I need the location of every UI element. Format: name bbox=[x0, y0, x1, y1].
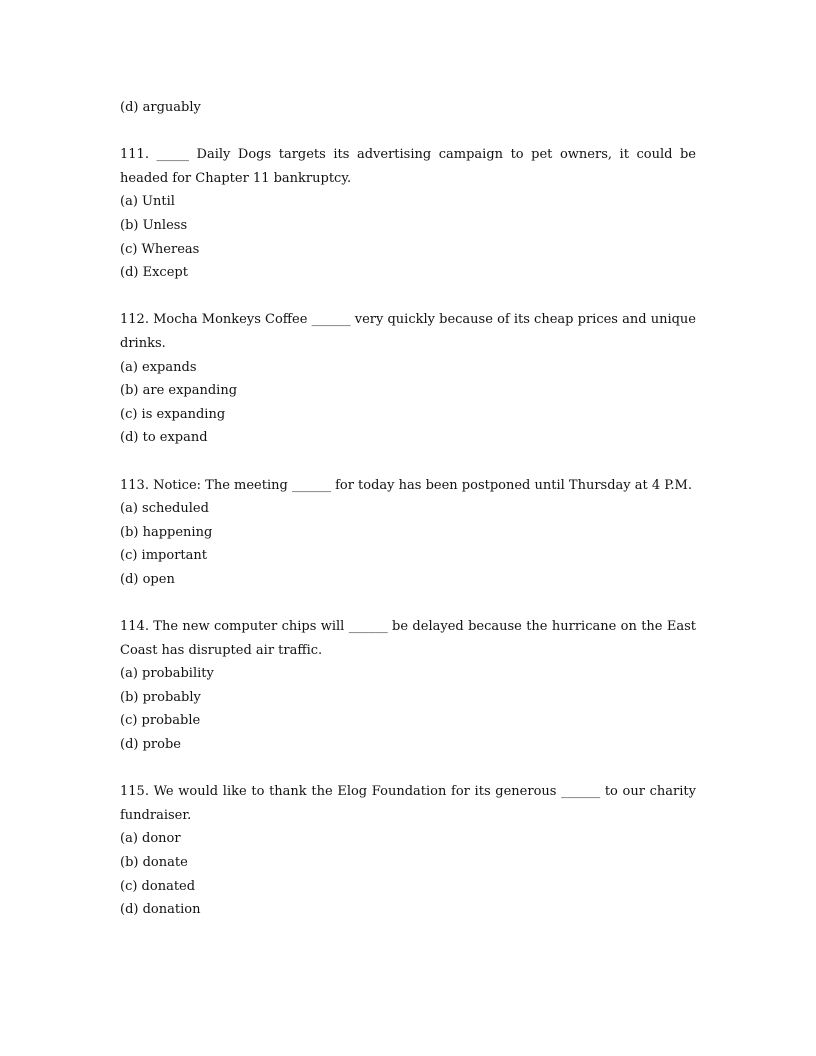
question-114 bbox=[120, 615, 696, 757]
option-d: (d) donation bbox=[120, 902, 201, 918]
option-b: (b) happening bbox=[120, 524, 213, 540]
option-c: (c) probable bbox=[120, 713, 201, 729]
option-d: (d) Except bbox=[120, 265, 188, 281]
option-d: (d) to expand bbox=[120, 430, 208, 446]
option-c: (c) is expanding bbox=[120, 406, 226, 422]
question-text: 111. _____ Daily Dogs targets its advertising campaign to pet owners, it could be headed for Chapter 11 bankruptcy. bbox=[120, 147, 696, 186]
option-a: (a) donor bbox=[120, 831, 181, 847]
option-c: (c) donated bbox=[120, 878, 196, 894]
question-115 bbox=[120, 780, 696, 922]
option-a: (a) scheduled bbox=[120, 501, 209, 517]
question-112 bbox=[120, 308, 696, 450]
carryover-option: (d) arguably bbox=[120, 100, 201, 115]
option-c: (c) Whereas bbox=[120, 241, 200, 257]
option-a: (a) probability bbox=[120, 666, 214, 682]
option-c: (c) important bbox=[120, 548, 207, 564]
option-a: (a) Until bbox=[120, 194, 175, 210]
option-d: (d) open bbox=[120, 571, 175, 587]
question-text: 114. The new computer chips will ______ be delayed because the hurricane on the East Coast has disrupted air traffic. bbox=[120, 619, 696, 658]
question-113 bbox=[120, 474, 696, 592]
question-text: 113. Notice: The meeting ______ for today has been postponed until Thursday at 4 P.M. bbox=[120, 477, 692, 493]
question-111 bbox=[120, 143, 696, 285]
question-text: 115. We would like to thank the Elog Foundation for its generous ______ to our charity fundraiser. bbox=[120, 784, 696, 823]
option-b: (b) Unless bbox=[120, 217, 188, 233]
option-b: (b) are expanding bbox=[120, 383, 238, 399]
option-a: (a) expands bbox=[120, 359, 197, 375]
option-d: (d) probe bbox=[120, 737, 181, 753]
option-b: (b) donate bbox=[120, 855, 188, 870]
option-b: (b) probably bbox=[120, 689, 201, 705]
question-text: 112. Mocha Monkeys Coffee ______ very quickly because of its cheap prices and unique drinks. bbox=[120, 312, 696, 351]
document-page bbox=[120, 96, 696, 922]
